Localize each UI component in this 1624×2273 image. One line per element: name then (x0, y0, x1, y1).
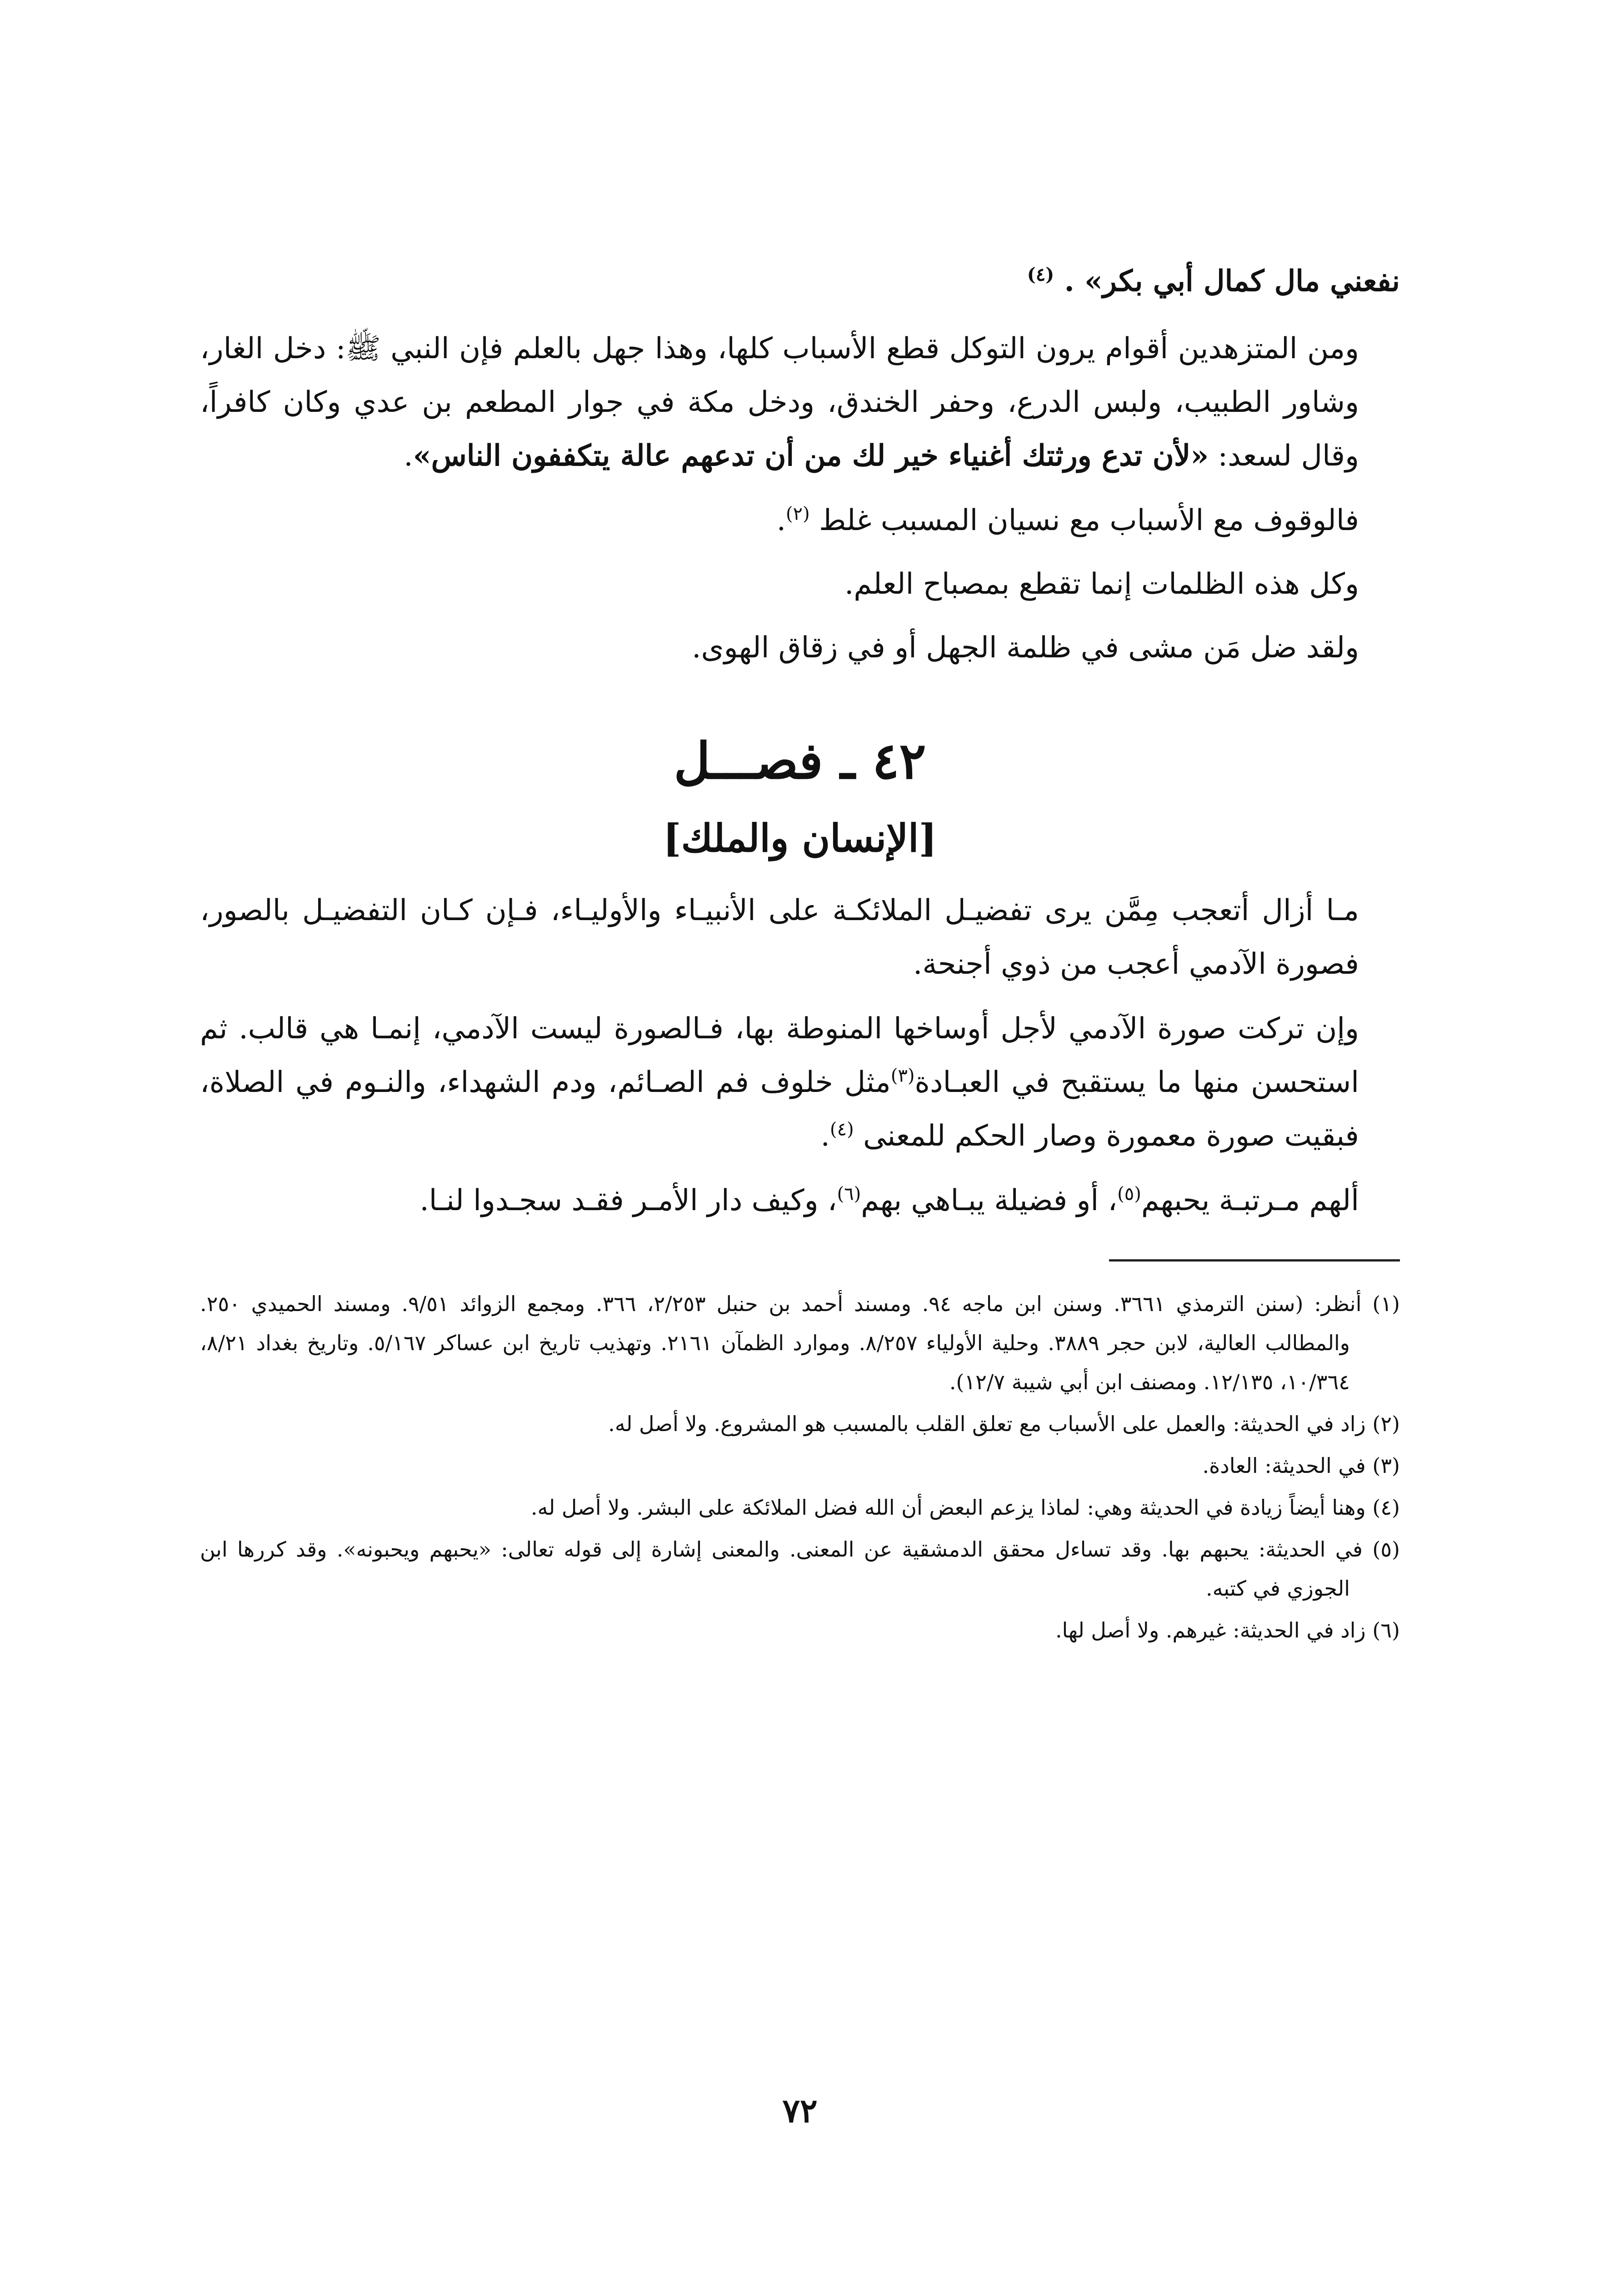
footnote-divider (1109, 1259, 1400, 1262)
footnote-6: (٦) زاد في الحديثة: غيرهم. ولا أصل لها. (1055, 1618, 1400, 1642)
paragraph-surah (200, 1002, 1400, 1163)
line-text: فالوقوف مع الأسباب مع نسيان المسبب غلط (819, 504, 1359, 537)
line-zulumat: وكل هذه الظلمات إنما تقطع بمصباح العلم. (844, 567, 1359, 601)
continued-quote-line (200, 255, 1400, 308)
hadith-quote: «لأن تدع ورثتك أغنياء خير لك من أن تدعهم عالة يتكففون الناس» (413, 439, 1209, 473)
paragraph-end: . (820, 1119, 830, 1153)
footnote-3: (٣) في الحديثة: العادة. (1202, 1453, 1400, 1478)
footnote-ref: (٦) (837, 1183, 861, 1205)
paragraph-text: ومن المتزهدين أقوام يرون التوكل قطع الأسباب كلها، وهذا جهل بالعلم فإن النبي ﷺ: دخل الغار، وشاور الطبيب، ولبس الدرع، وحفر الخندق، ودخل مكة في جوار المطعم بن عدي وكان كافراً، وقال لسعد: (200, 332, 1359, 473)
footnote-ref: (٣) (890, 1065, 915, 1086)
paragraph-text: ، أو فضيلة يبـاهي بهم (861, 1184, 1118, 1217)
book-page (200, 255, 1400, 2164)
footnote-ref: (٤) (1027, 264, 1054, 285)
footnote-ref: (٢) (785, 503, 810, 525)
paragraph-text: مثل خلوف فم الصـائم، ودم الشهداء، والنـوم في الصلاة، فبقيت صورة معمورة وصار الحكم للمعنى (200, 1066, 1359, 1153)
paragraph-end: . (404, 439, 413, 473)
footnote-2: (٢) زاد في الحديثة: والعمل على الأسباب مع تعلق القلب بالمسبب هو المشروع. ولا أصل له. (608, 1412, 1400, 1436)
section-subtitle: [الإنسان والملك] (663, 816, 937, 861)
quote-end-text: نفعني مال كمال أبي بكر» . (1054, 264, 1400, 298)
line-end: . (776, 504, 786, 537)
section-title: ٤٢ ـ فصـــل (674, 731, 926, 790)
paragraph-martaba (200, 1174, 1400, 1227)
footnotes (200, 1284, 1400, 1650)
footnote-4: (٤) وهنا أيضاً زيادة في الحديثة وهي: لماذا يزعم البعض أن الله فضل الملائكة على البشر. ولا أصل له. (530, 1495, 1400, 1520)
paragraph-tawakkul (200, 322, 1400, 483)
paragraph-text: وإن تركت صورة الآدمي لأجل أوساخها المنوطة بها، فـالصورة ليست الآدمي، إنمـا هي قالب. ثم استحسن منها ما يستقبح في العبـادة (200, 1012, 1359, 1099)
paragraph-text: ألهم مـرتبـة يحبهم (1141, 1184, 1359, 1217)
paragraph-tafdil: مـا أزال أتعجب مِمَّن يرى تفضيـل الملائكـة على الأنبيـاء والأوليـاء، فـإن كـان التفضيـل بالصور، فصورة الآدمي أعجب من ذوي أجنحة. (200, 894, 1359, 981)
page-number: ٧٢ (782, 2091, 818, 2130)
paragraph-text: ، وكيف دار الأمـر فقـد سجـدوا لنـا. (420, 1184, 837, 1217)
line-dalal: ولقد ضل مَن مشى في ظلمة الجهل أو في زقاق الهوى. (692, 631, 1359, 665)
footnote-5: (٥) في الحديثة: يحبهم بها. وقد تساءل محقق الدمشقية عن المعنى. والمعنى إشارة إلى قوله تعالى: «يحبهم ويحبونه». وقد كررها ابن الجوزي في كتبه. (200, 1537, 1400, 1601)
footnote-ref: (٥) (1117, 1183, 1141, 1205)
footnote-1: (١) أنظر: (سنن الترمذي ٣٦٦١. وسنن ابن ماجه ٩٤. ومسند أحمد بن حنبل ٢/٢٥٣، ٣٦٦. ومجمع الزوائد ٩/٥١. ومسند الحميدي ٢٥٠. والمطالب العالية، لابن حجر ٣٨٨٩. وحلية الأولياء ٨/٢٥٧. وموارد الظمآن ٢١٦١. وتهذيب تاريخ ابن عساكر ٥/١٦٧. وتاريخ بغداد ٨/٢١، ١٠/٣٦٤، ١٢/١٣٥. ومصنف ابن أبي شيبة ١٢/٧). (200, 1292, 1400, 1394)
footnote-ref: (٤) (829, 1119, 854, 1140)
line-asbab (200, 494, 1400, 547)
